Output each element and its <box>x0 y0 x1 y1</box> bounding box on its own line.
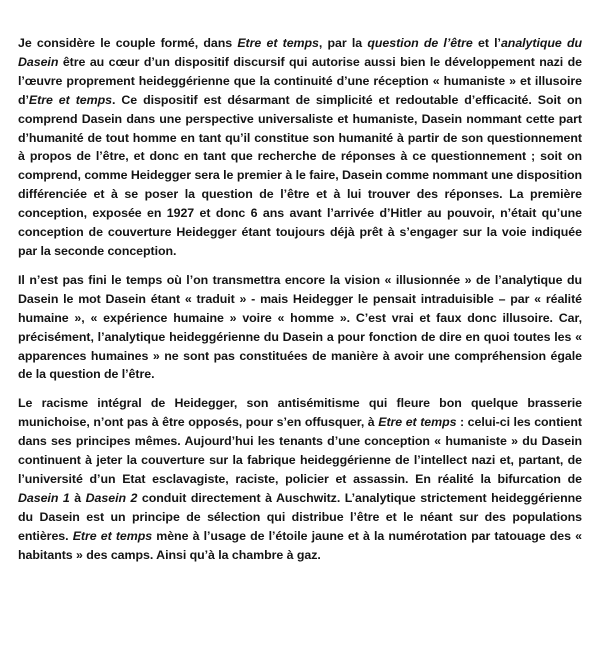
text-run: être au cœur d’un dispositif discursif qui autorise aussi bien le développement nazi de l’œuvre proprement heideggérienne que la continuité d’une réception « humaniste » et illusoire d’ <box>18 54 582 107</box>
text-run: à <box>69 490 86 505</box>
italic-term-run: Dasein 2 <box>85 490 138 505</box>
italic-title-run: Etre et temps <box>28 92 112 107</box>
document-body <box>18 34 582 574</box>
italic-title-run: Etre et temps <box>72 528 153 543</box>
italic-term-run: analytique du Dasein <box>18 36 583 69</box>
paragraph <box>18 34 582 261</box>
text-run: conduit directement à Auschwitz. L’analytique strictement heideggérienne du Dasein est un principe de sélection qui distribue l’être et le néant sur des populations entières. <box>18 490 582 543</box>
italic-title-run: Etre et temps <box>237 36 319 50</box>
text-run: : celui-ci les contient dans ses principes mêmes. Aujourd’hui les tenants d’une conception « humaniste » du Dasein continuent à jeter la couverture sur la fabrique heideggérienne de l’intellect nazi et, partant, de l’université d’un Etat esclavagiste, raciste, policier et assassin. En réalité la bifurcation de <box>18 415 582 486</box>
text-run: . Ce dispositif est désarmant de simplicité et redoutable d’efficacité. Soit on comprend Dasein dans une perspective universaliste et humaniste, Dasein nommant cette part d’humanité de tout homme en tant qu’il constitue son humanité à partir de son questionnement à propos de l’être, et donc en tant que recherche de réponses à ce questionnement ; soit on comprend, comme Heidegger sera le premier à le faire, Dasein comme nommant une disposition différenciée et à se poser la question de l’être et à lui trouver des réponses. La première conception, exposée en 1927 et donc 6 ans avant l’arrivée d’Hitler au pouvoir, n’était qu’une conception de couverture Heidegger étant toujours déjà prêt à s’engager sur la voie indiquée par la seconde conception. <box>18 92 583 258</box>
italic-term-run: question de l’être <box>367 36 473 50</box>
paragraph <box>18 394 582 564</box>
text-run: et l’ <box>472 36 501 50</box>
text-run: Il n’est pas fini le temps où l’on transmettra encore la vision « illusionnée » de l’analytique du Dasein le mot Dasein étant « traduit » - mais Heidegger le pensait intraduisible – par « réalité humaine », « expérience humaine » voire « homme ». C’est vrai et faux donc illusoire. Car, précisément, l’analytique heideggérienne du Dasein a pour fonction de dire en quoi toutes les « apparences humaines » ne sont pas constituées de manière à avoir une compréhension égale de la question de l’être. <box>18 272 582 382</box>
text-run: Le racisme intégral de Heidegger, son antisémitisme qui fleure bon quelque brasserie munichoise, n’ont pas à être opposés, pour s’en offusquer, à <box>18 396 582 430</box>
italic-title-run: Etre et temps <box>378 415 457 430</box>
text-run: , par la <box>318 36 368 50</box>
text-run: mène à l’usage de l’étoile jaune et à la numérotation par tatouage des « habitants » des camps. Ainsi qu’à la chambre à gaz. <box>18 528 582 562</box>
italic-term-run: Dasein 1 <box>18 490 70 505</box>
paragraph <box>18 271 582 384</box>
text-run: Je considère le couple formé, dans <box>18 36 238 50</box>
